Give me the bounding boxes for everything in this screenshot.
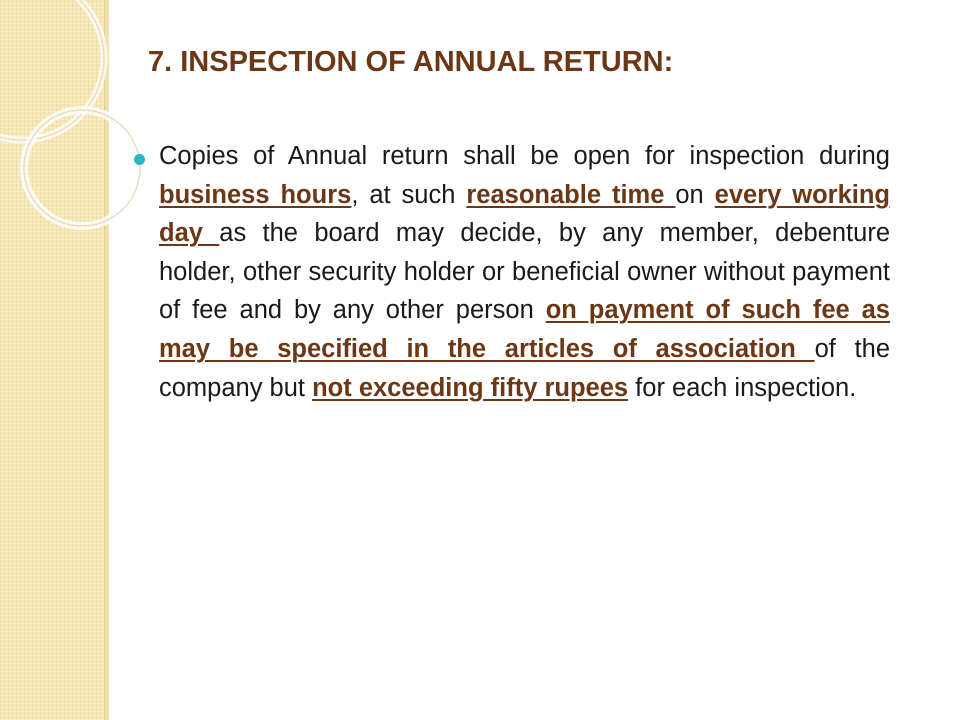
bullet-text-segment: Copies of Annual return shall be open for inspection during [159,142,890,170]
emphasis-payment-of-fee: on payment of such fee as may be specified in the articles of association [159,296,890,363]
bullet-item [128,137,890,407]
emphasis-every-working-day: every working day [159,180,891,248]
bullet-text-segment: for each inspection. [628,373,857,402]
emphasis-reasonable-time: reasonable time [466,180,676,209]
slide-title: 7. INSPECTION OF ANNUAL RETURN: [148,46,674,78]
emphasis-business-hours: business hours [159,180,352,209]
decorative-ring-small [24,110,140,226]
bullet-text-segment: as the board may decide, by any member, debenture holder, other security holder or beneficial owner without payment of fee and by any other person [159,219,890,325]
bullet-text-segment: of the company but [159,334,890,402]
bullet-text-segment: on [675,180,715,209]
bullet-dot-icon [134,154,145,165]
bullet-text [159,137,890,407]
emphasis-fee-limit: not exceeding fifty rupees [312,373,629,402]
bullet-text-segment: , at such [351,180,467,209]
